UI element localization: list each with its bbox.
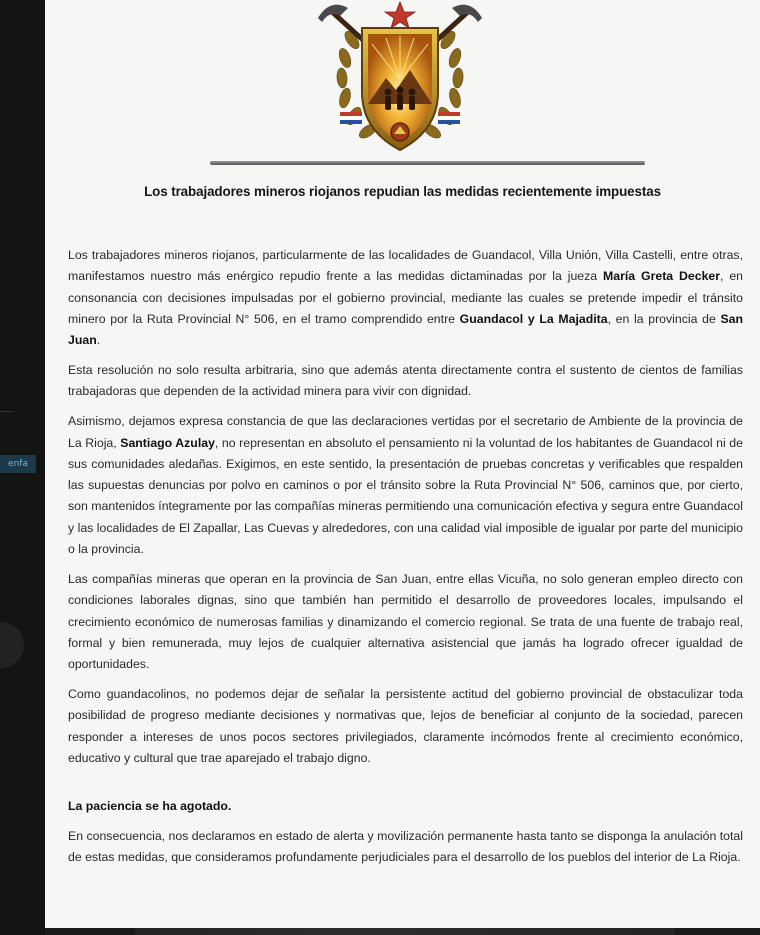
paragraph-text: Asimismo, dejamos expresa constancia de que las declaraciones vertidas por el secretario de Ambiente de la provincia de La Rioja, <box>68 414 743 450</box>
paragraph-text: , en la provincia de <box>607 311 721 326</box>
paragraph-2: Esta resolución no solo resulta arbitraria, sino que además atenta directamente contra el sustento de cientos de familias trabajadoras que dependen de la actividad minera para vivir con dignidad. <box>68 363 743 399</box>
paragraph-6: En consecuencia, nos declaramos en estado de alerta y movilización permanente hasta tanto se disponga la anulación total de estas medidas, que consideramos profundamente perjudiciales para el desarrollo de los pueblos del interior de La Rioja. <box>68 828 743 864</box>
paragraph-text: , no representan en absoluto el pensamiento ni la voluntad de los habitantes de Guandacol ni de sus comunidades aledañas. Exigimos, en este sentido, la presentación de pruebas concretas y verificables que respalden las supuestas denuncias por polvo en caminos o por el tránsito sobre la Ruta Provincial N° 506, caminos que, por cierto, son mantenidos íntegramente por las compañías mineras permitiendo una comunicación efectiva y segura entre Guandacol y las localidades de El Zapallar, Las Cuevas y alrededores, con una calidad vial imposible de igualar por parte del municipio o la provincia. <box>68 435 743 557</box>
bold-place: San Juan <box>68 311 744 348</box>
paragraph-1 <box>68 245 743 351</box>
mining-emblem-icon <box>300 0 500 160</box>
faded-caption <box>135 928 675 935</box>
section-heading: La paciencia se ha agotado. <box>68 799 232 814</box>
bold-place: Guandacol y La Majadita <box>459 311 608 326</box>
side-tab-label[interactable]: enfa <box>0 455 36 473</box>
divider <box>0 411 14 412</box>
bottom-bar <box>45 928 760 935</box>
paragraph-3 <box>68 411 743 560</box>
document-body <box>68 245 743 877</box>
bold-name: María Greta Decker <box>603 269 721 284</box>
document-title: Los trabajadores mineros riojanos repudian las medidas recientemente impuestas <box>144 184 661 199</box>
document-page <box>45 0 760 928</box>
paragraph-4: Las compañías mineras que operan en la provincia de San Juan, entre ellas Vicuña, no solo generan empleo directo con condiciones laborales dignas, sino que también han permitido el desarrollo de proveedores locales, impulsando el crecimiento económico de numerosas familias y dinamizando el comercio regional. Se trata de una fuente de trabajo real, formal y bien remunerada, muy lejos de cualquier alternativa asistencial que jamás ha logrado ofrecer igualdad de oportunidades. <box>68 571 743 672</box>
bold-name: Santiago Azulay <box>120 435 215 450</box>
paragraph-text: Los trabajadores mineros riojanos, particularmente de las localidades de Guandacol, Villa Unión, Villa Castelli, entre otras, manifestamos nuestro más enérgico repudio frente a las medidas dictaminadas por la jueza <box>68 248 743 284</box>
paragraph-5: Como guandacolinos, no podemos dejar de señalar la persistente actitud del gobierno provincial de obstaculizar toda posibilidad de progreso mediante decisiones y normativas que, lejos de beneficiar al conjunto de la sociedad, parecen responder a intereses de unos pocos sectores privilegiados, claramente incómodos frente al crecimiento económico, educativo y cultural que trae aparejado el trabajo digno. <box>68 687 743 765</box>
header-rule <box>210 161 645 165</box>
paragraph-text: , en consonancia con decisiones impulsadas por el gobierno provincial, mediante las cuales se pretende impedir el tránsito minero por la Ruta Provincial N° 506, en el tramo comprendido entre <box>68 269 743 326</box>
paragraph-text: . <box>96 333 101 348</box>
